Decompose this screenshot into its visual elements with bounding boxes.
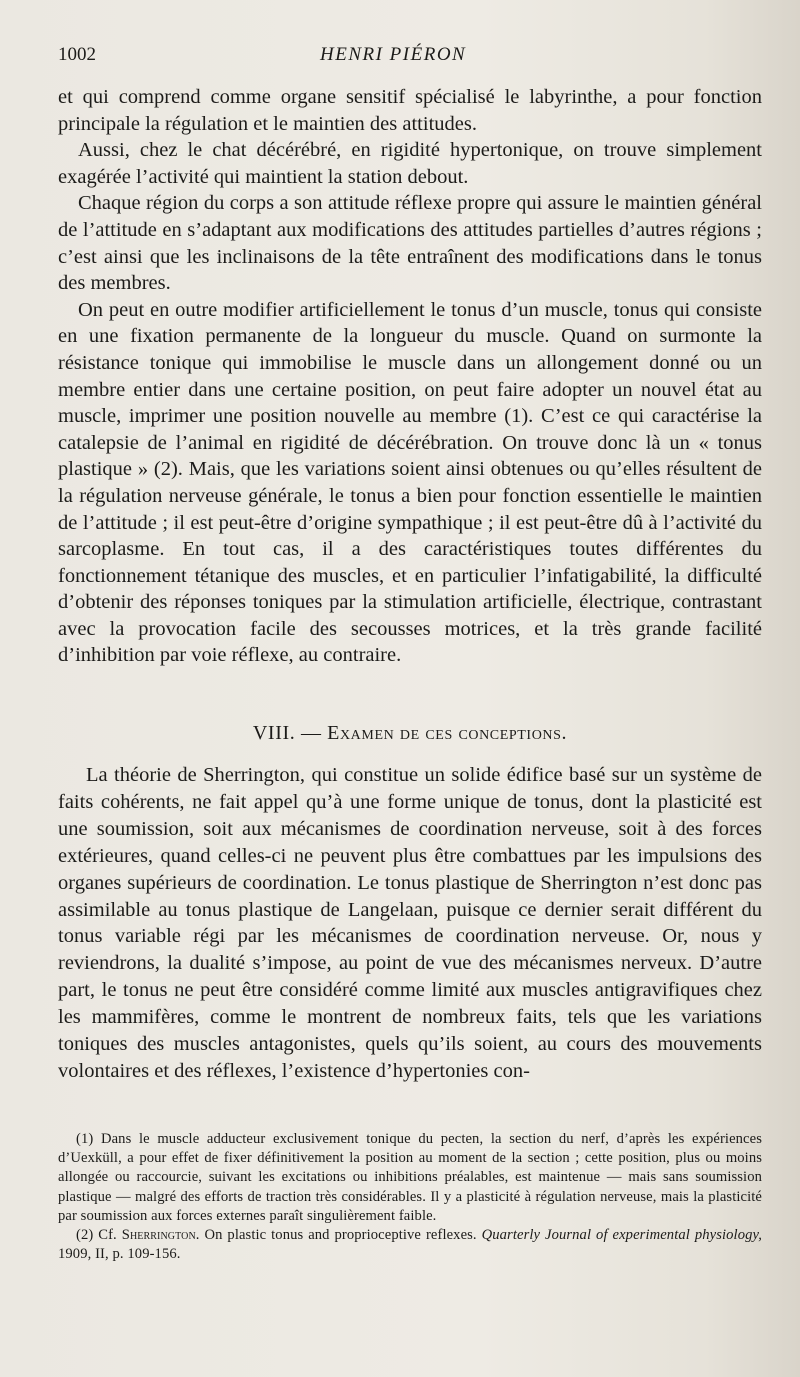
paragraph-continuation: et qui comprend comme organe sensitif spécialisé le labyrinthe, a pour fonction principale la régulation et le maintien des attitudes. — [58, 86, 762, 135]
footnote-2 — [58, 1226, 762, 1264]
footnote-2-tail: 1909, II, p. 109-156. — [58, 1246, 181, 1263]
footnote-2-author: Sherrington. — [121, 1227, 200, 1244]
page-header — [58, 44, 748, 74]
footnote-1: (1) Dans le muscle adducteur exclusivement tonique du pecten, la section du nerf, d’après les expériences d’Uexküll, a pour effet de fixer définitivement la position au moment de la section ; cette position, plus ou moins allongée ou raccourcie, suivant les excitations ou inhibitions préalables, est maintenue — mais sans soumission plastique — malgré des efforts de traction très considérables. Il y a plasticité à régulation nerveuse, mais la plasticité par soumission aux forces externes paraît singulièrement faible. — [58, 1131, 762, 1224]
section-numeral: VIII. — [252, 722, 296, 744]
main-text-upper — [58, 84, 762, 669]
footnote-2-title: On plastic tonus and proprioceptive reflexes. — [204, 1227, 477, 1244]
section-heading — [58, 722, 762, 745]
section-dash: — — [300, 722, 322, 744]
paragraph: Chaque région du corps a son attitude réflexe propre qui assure le maintien général de l’attitude en s’adaptant aux modifications des attitudes partielles d’autres régions ; c’est ainsi que les inclinaisons de la tête entraînent des modifications dans le tonus des membres. — [58, 192, 762, 295]
section-title: Examen de ces conceptions. — [327, 722, 568, 744]
footnotes — [58, 1130, 762, 1264]
paragraph: La théorie de Sherrington, qui constitue un solide édifice basé sur un système de faits cohérents, ne fait appel qu’à une forme unique de tonus, dont la plasticité est une soumission, soit aux mécanismes de coordination nerveuse, soit à des forces extérieures, quand celles-ci ne peuvent plus être combattues par les impulsions des organes supérieurs de coordination. Le tonus plastique de Sherrington n’est donc pas assimilable au tonus plastique de Langelaan, puisque ce dernier serait différent du tonus variable régi par les mécanismes de coordination nerveuse. Or, nous y reviendrons, la dualité s’impose, au point de vue des mécanismes nerveux. D’autre part, le tonus ne peut être considéré comme limité aux muscles antigravifiques chez les mammifères, comme le montrent de nombreux faits, tels que les variations toniques des muscles antagonistes, quels qu’ils soient, au cours des mouvements volontaires et des réflexes, l’existence d’hypertonies con- — [58, 764, 762, 1082]
footnote-2-prefix: (2) Cf. — [76, 1227, 117, 1244]
footnote-2-journal: Quarterly Journal of experimental physiology, — [481, 1227, 763, 1244]
paragraph: On peut en outre modifier artificiellement le tonus d’un muscle, tonus qui consiste en une fixation permanente de la longueur du muscle. Quand on surmonte la résistance tonique qui immobilise le muscle dans un allongement donné ou un membre entier dans une certaine position, on peut faire adopter un nouvel état au muscle, imprimer une position nouvelle au membre (1). C’est ce qui caractérise la catalepsie de l’animal en rigidité de décérébration. On trouve donc là un « tonus plastique » (2). Mais, que les variations soient ainsi obtenues ou qu’elles résultent de la régulation nerveuse générale, le tonus a bien pour fonction essentielle le maintien de l’attitude ; il est peut-être d’origine sympathique ; il est peut-être dû à l’activité du sarcoplasme. En tout cas, il a des caractéristiques toutes différentes du fonctionnement tétanique des muscles, et en particulier l’infatigabilité, la difficulté d’obtenir des réponses toniques par la stimulation artificielle, électrique, contrastant avec la provocation facile des secousses motrices, et la très grande facilité d’inhibition par voie réflexe, au contraire. — [58, 298, 762, 667]
running-head: HENRI PIÉRON — [320, 44, 467, 65]
page-number: 1002 — [58, 44, 96, 65]
paragraph: Aussi, chez le chat décérébré, en rigidité hypertonique, on trouve simplement exagérée l’activité qui maintient la station debout. — [58, 139, 762, 188]
main-text-lower — [58, 762, 762, 1085]
